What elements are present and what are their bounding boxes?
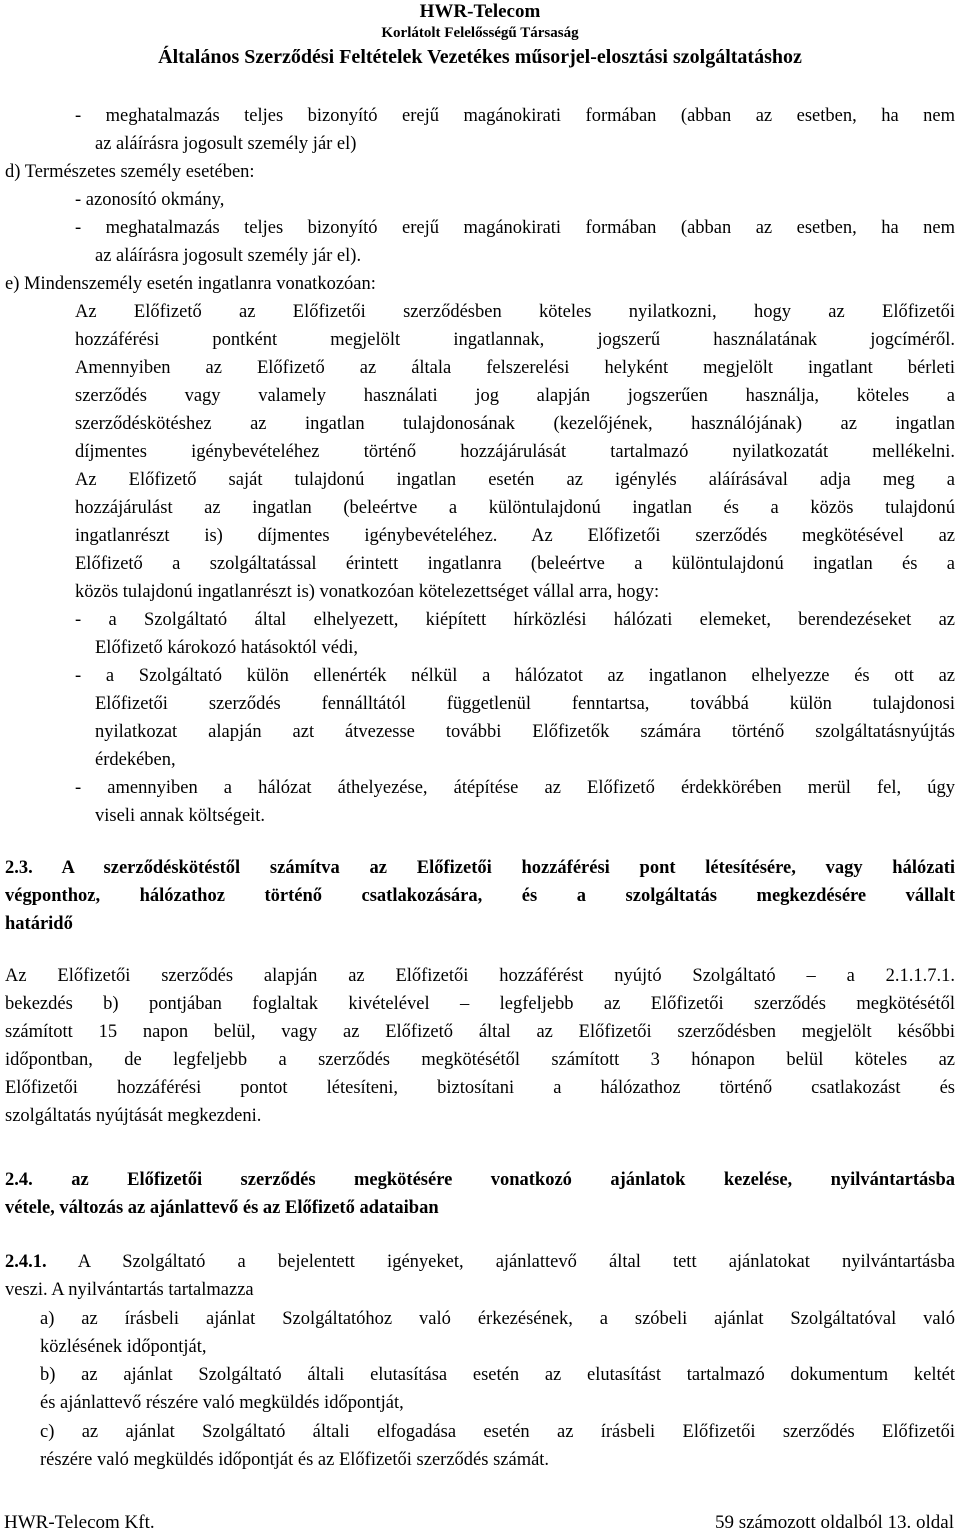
- body-line: közös tulajdonú ingatlanrészt is) vonatkozóan kötelezettséget vállal arra, hogy:: [75, 582, 660, 602]
- body-line: vétele, változás az ajánlattevő és az Előfizető adataiban: [5, 1198, 439, 1218]
- body-line: határidő: [5, 914, 73, 934]
- body-line: bekezdés b) pontjában foglaltak kivételével – legfeljebb az Előfizetői szerződés megkötésétől: [5, 994, 955, 1014]
- body-line: veszi. A nyilvántartás tartalmazza: [5, 1280, 254, 1300]
- body-line: szerződés vagy valamely használati jog alapján jogszerűen használja, köteles a: [75, 386, 955, 406]
- body-line: - a Szolgáltató külön ellenérték nélkül a hálózatot az ingatlanon elhelyezze és ott az: [75, 666, 955, 686]
- body-line: Az Előfizetői szerződés alapján az Előfizetői hozzáférést nyújtó Szolgáltató – a 2.1.1.7.1.: [5, 966, 955, 986]
- body-line: és ajánlattevő részére való megküldés időpontját,: [40, 1393, 404, 1413]
- body-line: hozzájárulást az ingatlan (beleértve a különtulajdonú ingatlan és a közös tulajdonú: [75, 498, 955, 518]
- body-line: érdekében,: [95, 750, 176, 770]
- body-line: Előfizetői hozzáférési pontot létesíteni, biztosítani a hálózathoz történő csatlakozást és: [5, 1078, 955, 1098]
- body-line: a) az írásbeli ajánlat Szolgáltatóhoz való érkezésének, a szóbeli ajánlat Szolgáltatóval való: [40, 1309, 955, 1329]
- body-line: d) Természetes személy esetében:: [5, 162, 255, 182]
- body-line: - a Szolgáltató által elhelyezett, kiépített hírközlési hálózati elemeket, berendezéseket az: [75, 610, 955, 630]
- body-line: - azonosító okmány,: [75, 190, 225, 210]
- body-line: Előfizető a szolgáltatással érintett ingatlanra (beleértve a különtulajdonú ingatlan és a: [75, 554, 955, 574]
- body-line: - amennyiben a hálózat áthelyezése, átépítése az Előfizető érdekkörében merül fel, úgy: [75, 778, 955, 798]
- header-company-form: Korlátolt Felelősségű Társaság: [381, 25, 579, 41]
- body-line: szerződéskötéshez az ingatlan tulajdonosának (kezelőjének, használójának) az ingatlan: [75, 414, 955, 434]
- body-line: - meghatalmazás teljes bizonyító erejű magánokirati formában (abban az esetben, ha nem: [75, 106, 955, 126]
- footer-company: HWR-Telecom Kft.: [4, 1512, 155, 1533]
- body-line: Előfizetői szerződés fennálltától függetlenül fenntartsa, továbbá külön tulajdonosi: [95, 694, 955, 714]
- body-line: hozzáférési pontként megjelölt ingatlannak, jogszerű használatának jogcíméről.: [75, 330, 955, 350]
- body-line: részére való megküldés időpontját és az Előfizetői szerződés számát.: [40, 1450, 550, 1470]
- body-line: számított 15 napon belül, vagy az Előfizető által az Előfizetői szerződésben megjelölt későbbi: [5, 1022, 955, 1042]
- body-line: 2.4.1. A Szolgáltató a bejelentett igényeket, ajánlattevő által tett ajánlatokat nyilvántartásba: [5, 1252, 955, 1272]
- body-line: szolgáltatás nyújtását megkezdeni.: [5, 1106, 262, 1126]
- body-line: 2.3. A szerződéskötéstől számítva az Előfizetői hozzáférési pont létesítésére, vagy hálózati: [5, 858, 955, 878]
- body-line: b) az ajánlat Szolgáltató általi elutasítása esetén az elutasítást tartalmazó dokumentum keltét: [40, 1365, 955, 1385]
- body-line: közlésének időpontját,: [40, 1337, 207, 1357]
- header-company: HWR-Telecom: [419, 1, 541, 22]
- body-line: Amennyiben az Előfizető az általa felszerelési helyként megjelölt ingatlant bérleti: [75, 358, 955, 378]
- body-line: nyilatkozat alapján azt átvezesse további Előfizetők számára történő szolgáltatásnyújtás: [95, 722, 955, 742]
- body-line: c) az ajánlat Szolgáltató általi elfogadása esetén az írásbeli Előfizetői szerződés Előfizetői: [40, 1422, 955, 1442]
- body-line: időpontban, de legfeljebb a szerződés megkötésétől számított 3 hónapon belül köteles az: [5, 1050, 955, 1070]
- body-line: Az Előfizető saját tulajdonú ingatlan esetén az igénylés aláírásával adja meg a: [75, 470, 955, 490]
- header-doc-title: Általános Szerződési Feltételek Vezetékes műsorjel-elosztási szolgáltatáshoz: [158, 46, 802, 68]
- body-line: díjmentes igénybevételéhez történő hozzájárulását tartalmazó nyilatkozatát mellékelni.: [75, 442, 955, 462]
- body-line: végponthoz, hálózathoz történő csatlakozására, és a szolgáltatás megkezdésére vállalt: [5, 886, 955, 906]
- body-line: az aláírásra jogosult személy jár el).: [95, 246, 362, 266]
- body-line: 2.4. az Előfizetői szerződés megkötésére vonatkozó ajánlatok kezelése, nyilvántartásba: [5, 1170, 955, 1190]
- body-line: ingatlanrészt is) díjmentes igénybevételéhez. Az Előfizetői szerződés megkötésével az: [75, 526, 955, 546]
- footer-page-number: 59 számozott oldalból 13. oldal: [714, 1512, 954, 1533]
- body-line: az aláírásra jogosult személy jár el): [95, 134, 357, 154]
- body-line: Előfizető károkozó hatásoktól védi,: [95, 638, 359, 658]
- body-line: e) Mindenszemély esetén ingatlanra vonatkozóan:: [5, 274, 376, 294]
- body-line: viseli annak költségeit.: [95, 806, 266, 826]
- body-line: - meghatalmazás teljes bizonyító erejű magánokirati formában (abban az esetben, ha nem: [75, 218, 955, 238]
- body-line: Az Előfizető az Előfizetői szerződésben köteles nyilatkozni, hogy az Előfizetői: [75, 302, 955, 322]
